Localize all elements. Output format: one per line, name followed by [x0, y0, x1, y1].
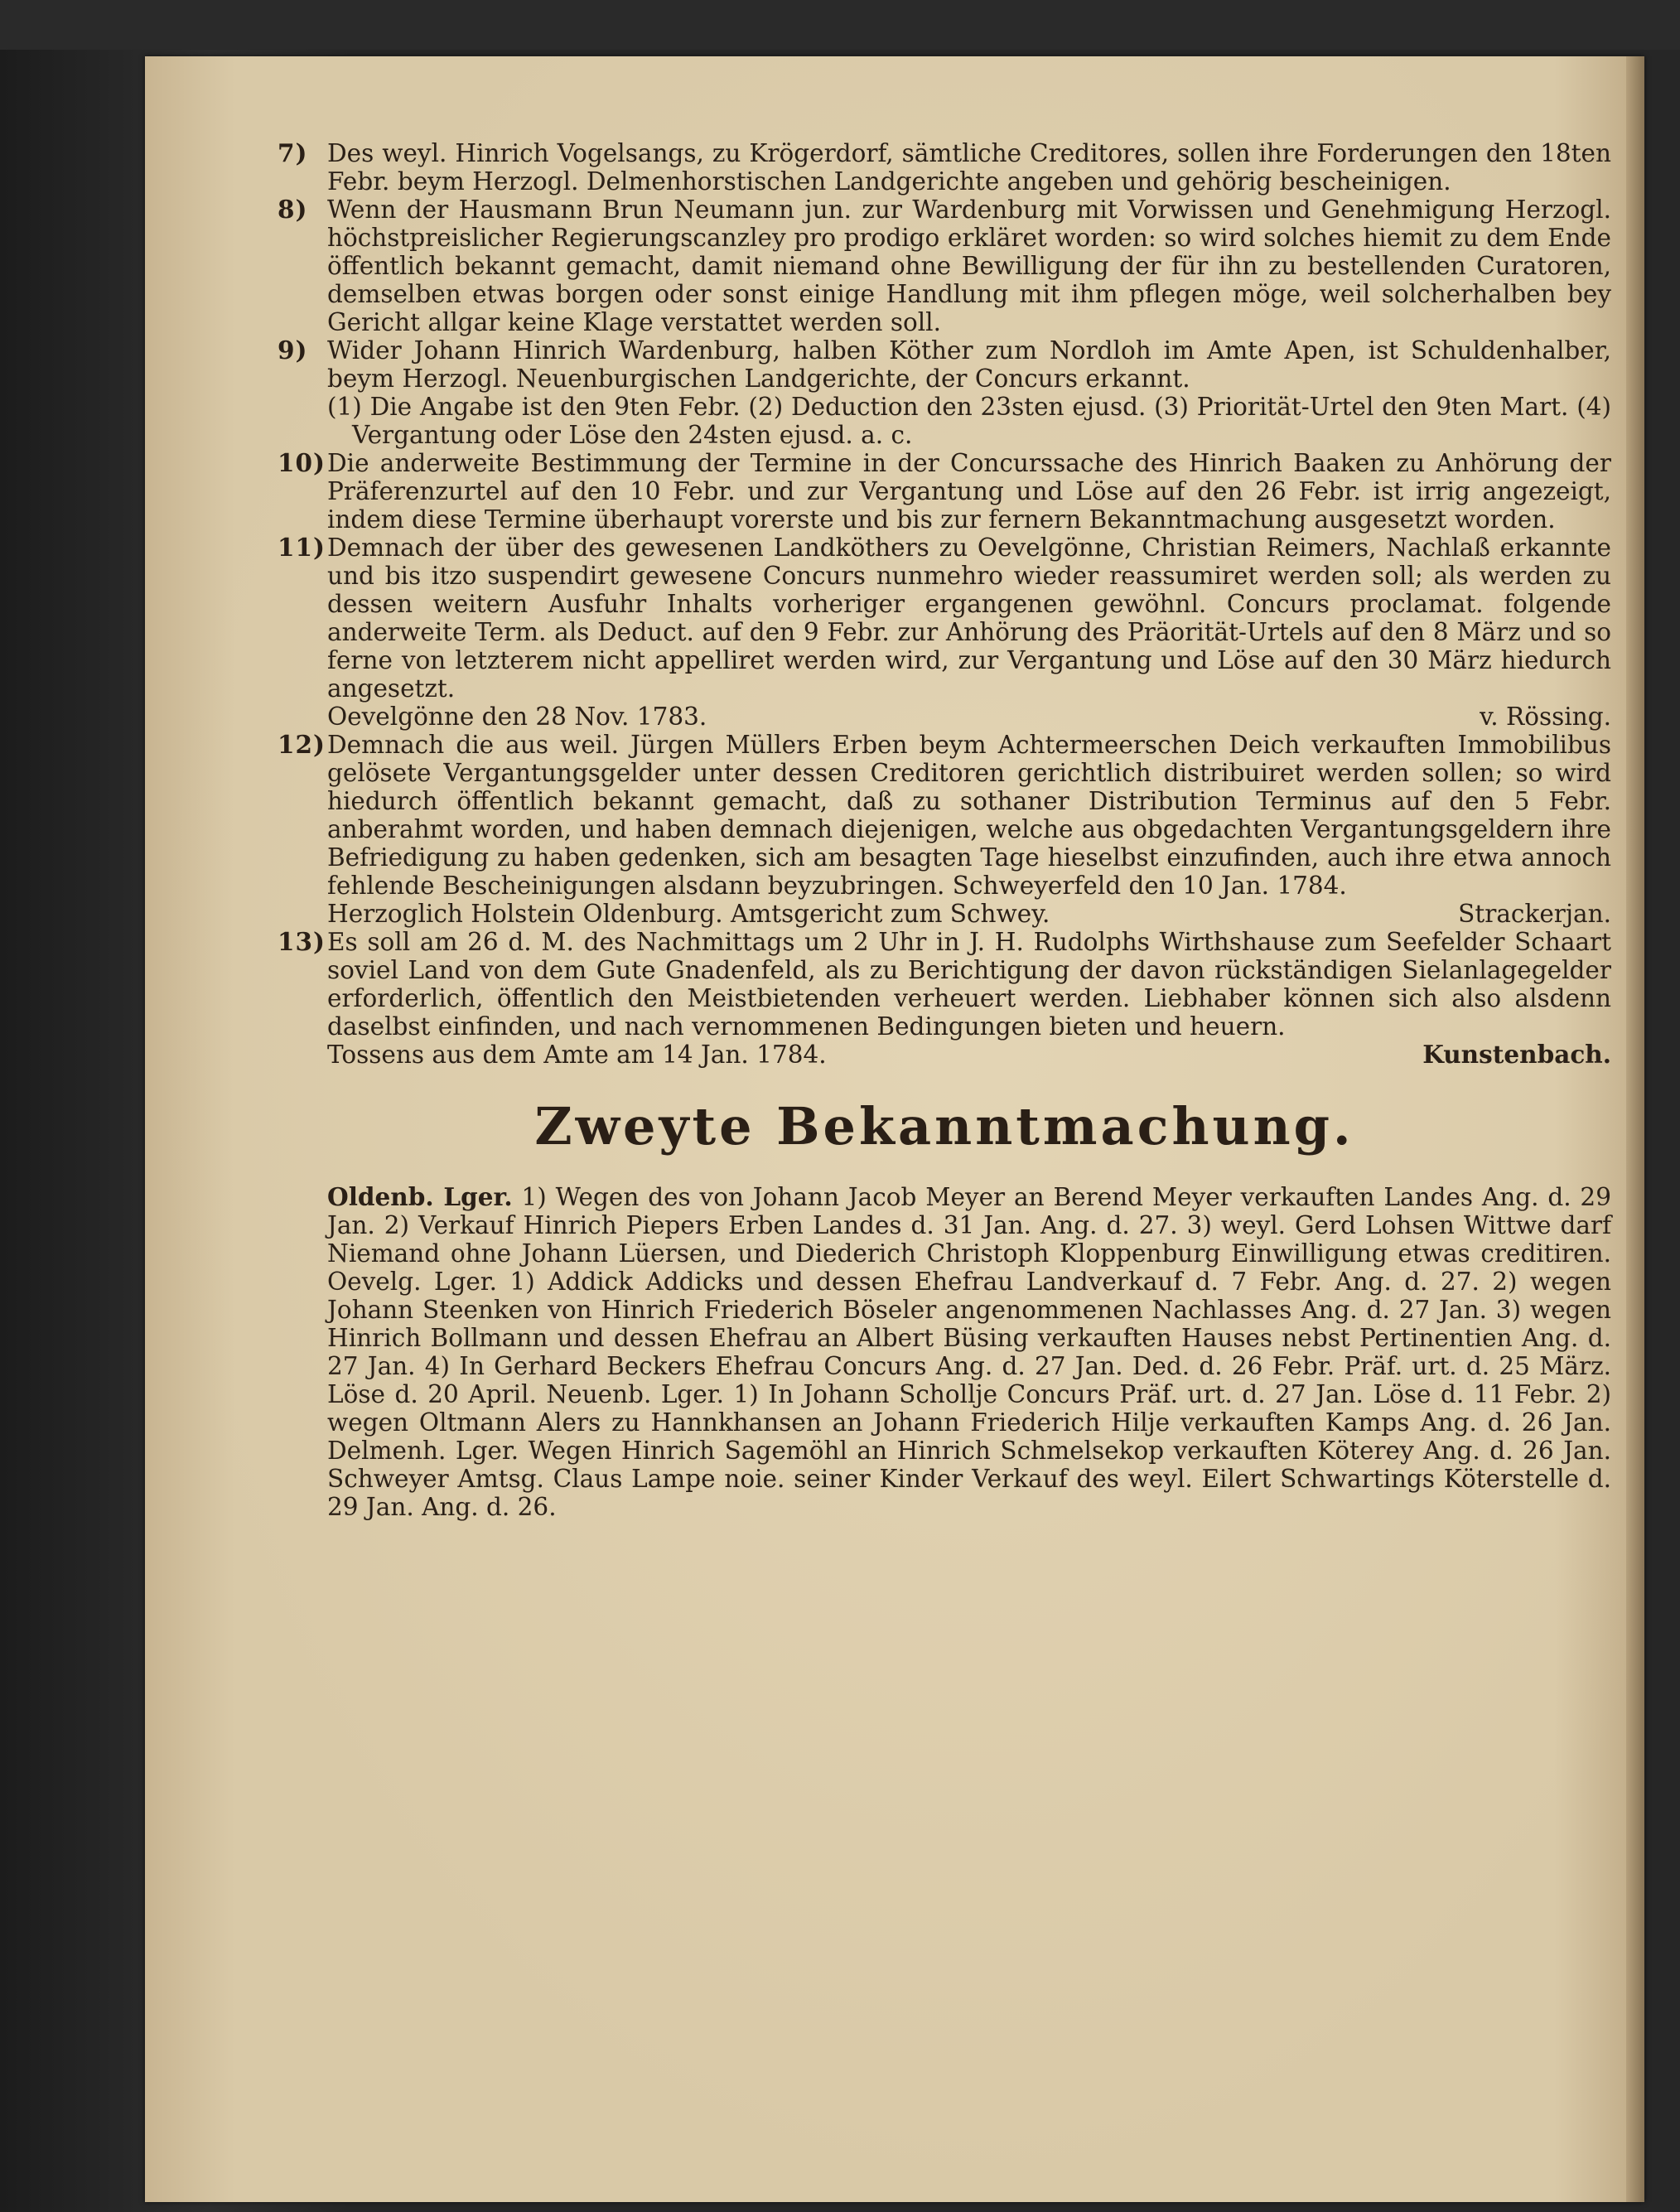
- notice-text: Die anderweite Bestimmung der Termine in der Concurssache des Hinrich Baaken zu Anhörung der Präferenzurtel auf den 10 Febr. und zur Vergantung und Löse auf den 26 Febr. ist irrig angezeigt, indem diese Termine überhaupt vorerste und bis zur fernern Bekanntmachung ausgesetzt worden.: [327, 449, 1611, 534]
- notice-10: [278, 449, 1611, 534]
- notice-9-terms: (1) Die Angabe ist den 9ten Febr. (2) Deduction den 23sten ejusd. (3) Priorität-Urtel den 9ten Mart. (4) Vergantung oder Löse den 24sten ejusd. a. c.: [327, 393, 1611, 449]
- signature-place-date: Oevelgönne den 28 Nov. 1783.: [327, 703, 707, 731]
- notice-number: 8): [278, 195, 308, 224]
- notice-number: 10): [278, 448, 326, 477]
- document-page: [145, 56, 1644, 2202]
- notice-7: [278, 139, 1611, 196]
- notice-13-signature: [278, 1041, 1611, 1069]
- notice-number: 13): [278, 927, 326, 956]
- second-announcement-paragraph: [278, 1183, 1611, 1521]
- notice-number: 9): [278, 336, 308, 365]
- notice-text: Demnach der über des gewesenen Landköthers zu Oevelgönne, Christian Reimers, Nachlaß erkannte und bis itzo suspendirt gewesene Concurs nunmehro wieder reassumiret werden soll; als werden zu dessen weitern Ausfuhr Inhalts vorheriger ergangenen gewöhnl. Concurs proclamat. folgende anderweite Term. als Deduct. auf den 9 Febr. zur Anhörung des Präorität-Urtels auf den 8 März und so ferne von letzterem nicht appelliret werden wird, zur Vergantung und Löse auf den 30 März hiedurch angesetzt.: [327, 534, 1611, 703]
- signature-name: Strackerjan.: [1458, 900, 1611, 928]
- notice-8: [278, 196, 1611, 336]
- notice-number: 7): [278, 138, 308, 167]
- second-announcement-text: 1) Wegen des von Johann Jacob Meyer an Berend Meyer verkauften Landes Ang. d. 29 Jan. 2) Verkauf Hinrich Piepers Erben Landes d. 31 Jan. Ang. d. 27. 3) weyl. Gerd Lohsen Wittwe darf Niemand ohne Johann Lüersen, und Diederich Christoph Kloppenburg Einwilligung etwas creditiren. Oevelg. Lger. 1) Addick Addicks und dessen Ehefrau Landverkauf d. 7 Febr. Ang. d. 27. 2) wegen Johann Steenken von Hinrich Friederich Böseler angenommenen Nachlasses Ang. d. 27 Jan. 3) wegen Hinrich Bollmann und dessen Ehefrau an Albert Büsing verkauften Hauses nebst Pertinentien Ang. d. 27 Jan. 4) In Gerhard Beckers Ehefrau Concurs Ang. d. 27 Jan. Ded. d. 26 Febr. Präf. urt. d. 25 März. Löse d. 20 April. Neuenb. Lger. 1) In Johann Schollje Concurs Präf. urt. d. 27 Jan. Löse d. 11 Febr. 2) wegen Oltmann Alers zu Hannkhansen an Johann Friederich Hilje verkauften Kamps Ang. d. 26 Jan. Delmenh. Lger. Wegen Hinrich Sagemöhl an Hinrich Schmelsekop verkauften Köterey Ang. d. 26 Jan. Schweyer Amtsg. Claus Lampe noie. seiner Kinder Verkauf des weyl. Eilert Schwartings Köterstelle d. 29 Jan. Ang. d. 26.: [327, 1183, 1611, 1521]
- section-heading: Zweyte Bekanntmachung.: [534, 1096, 1354, 1157]
- signature-name: Kunstenbach.: [1422, 1040, 1611, 1069]
- page-content: [278, 139, 1611, 1521]
- notice-11: [278, 534, 1611, 703]
- notice-text: Es soll am 26 d. M. des Nachmittags um 2 Uhr in J. H. Rudolphs Wirthshause zum Seefelder Schaart soviel Land von dem Gute Gnadenfeld, als zu Berichtigung der davon rückständigen Sielanlagegelder erforderlich, öffentlich den Meistbietenden verheuert werden. Liebhaber können sich also alsdenn daselbst einfinden, und nach vernommenen Bedingungen bieten und heuern.: [327, 928, 1611, 1041]
- notice-12: [278, 731, 1611, 900]
- notice-text: Wenn der Hausmann Brun Neumann jun. zur Wardenburg mit Vorwissen und Genehmigung Herzogl. höchstpreislicher Regierungscanzley pro prodigo erkläret worden: so wird solches hiemit zu dem Ende öffentlich bekannt gemacht, damit niemand ohne Bewilligung der für ihn zu bestellenden Curatoren, demselben etwas borgen oder sonst einige Handlung mit ihm pflegen möge, weil solcherhalben bey Gericht allgar keine Klage verstattet werden soll.: [327, 196, 1611, 336]
- signature-place-date: Tossens aus dem Amte am 14 Jan. 1784.: [327, 1041, 827, 1069]
- notice-text: Wider Johann Hinrich Wardenburg, halben Köther zum Nordloh im Amte Apen, ist Schuldenhalber, beym Herzogl. Neuenburgischen Landgerichte, der Concurs erkannt.: [327, 336, 1611, 393]
- notice-13: [278, 928, 1611, 1041]
- notice-text: Demnach die aus weil. Jürgen Müllers Erben beym Achtermeerschen Deich verkauften Immobilibus gelösete Vergantungsgelder unter dessen Creditoren gerichtlich distribuiret werden sollen; so wird hiedurch öffentlich bekannt gemacht, daß zu sothaner Distribution Terminus auf den 5 Febr. anberahmt worden, und haben demnach diejenigen, welche aus obgedachten Vergantungsgeldern ihre Befriedigung zu haben gedenken, sich am besagten Tage hieselbst einzufinden, auch ihre etwa annoch fehlende Bescheinigungen alsdann beyzubringen. Schweyerfeld den 10 Jan. 1784.: [327, 731, 1611, 900]
- notice-12-signature: [278, 900, 1611, 928]
- background-top: [0, 0, 1680, 50]
- signature-authority: Herzoglich Holstein Oldenburg. Amtsgericht zum Schwey.: [327, 900, 1050, 928]
- notice-number: 11): [278, 533, 326, 562]
- notice-9: [278, 336, 1611, 393]
- notice-11-signature: [278, 703, 1611, 731]
- signature-name: v. Rössing.: [1480, 703, 1611, 731]
- court-lead: Oldenb. Lger.: [327, 1182, 513, 1211]
- notice-text: Des weyl. Hinrich Vogelsangs, zu Krögerdorf, sämtliche Creditores, sollen ihre Forderungen den 18ten Febr. beym Herzogl. Delmenhorstischen Landgerichte angeben und gehörig bescheinigen.: [327, 139, 1611, 196]
- notice-number: 12): [278, 730, 326, 759]
